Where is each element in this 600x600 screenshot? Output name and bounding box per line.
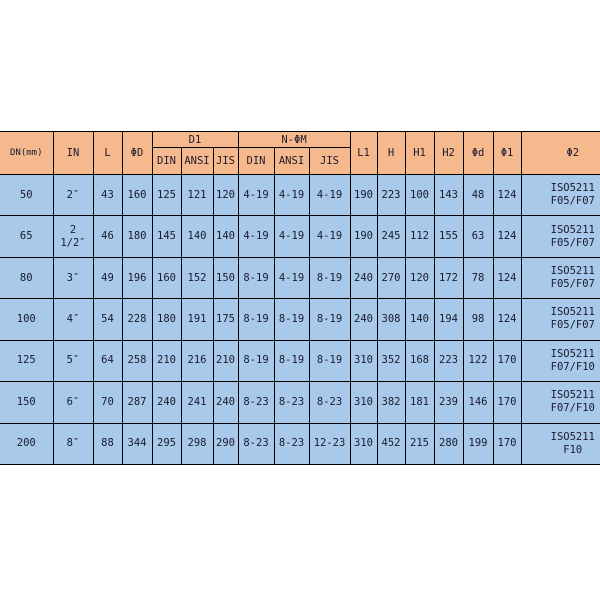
- cell-nm-din: 8-19: [238, 340, 274, 381]
- cell-phi-d: 199: [463, 423, 493, 464]
- cell-h1: 168: [405, 340, 434, 381]
- cell-l1: 310: [350, 382, 377, 423]
- cell-phi-d: 48: [463, 175, 493, 216]
- cell-in-line-1: 8″: [66, 437, 80, 450]
- cell-nm-din: 4-19: [238, 216, 274, 257]
- cell-nm-din: 8-23: [238, 382, 274, 423]
- header-phi-1: Φ1: [493, 132, 521, 175]
- cell-in-line-1: 3″: [66, 271, 80, 284]
- cell-phi-2: [521, 382, 600, 423]
- header-l1: L1: [350, 132, 377, 175]
- cell-h1: 120: [405, 257, 434, 298]
- cell-phi-2-line-1: ISO5211: [550, 182, 595, 195]
- cell-dn: 200: [0, 423, 53, 464]
- cell-l1: 310: [350, 340, 377, 381]
- cell-nm-ansi: 8-19: [274, 340, 309, 381]
- cell-in: [53, 299, 93, 340]
- header-phi-2: Φ2: [521, 132, 600, 175]
- cell-d1-din: 295: [152, 423, 181, 464]
- cell-phi-2: [521, 340, 600, 381]
- dimension-table: [0, 131, 600, 465]
- cell-dn: 50: [0, 175, 53, 216]
- cell-in: [53, 423, 93, 464]
- cell-phi-2-line-1: ISO5211: [550, 430, 595, 443]
- cell-nm-din: 4-19: [238, 175, 274, 216]
- cell-d1-ansi: 298: [181, 423, 213, 464]
- cell-phi-2: [521, 257, 600, 298]
- cell-nm-ansi: 4-19: [274, 216, 309, 257]
- cell-l: 49: [93, 257, 122, 298]
- table-row: [0, 340, 600, 381]
- cell-nm-jis: 4-19: [309, 216, 350, 257]
- cell-d1-jis: 240: [213, 382, 238, 423]
- cell-phi-2-line-1: ISO5211: [550, 265, 595, 278]
- header-l: L: [93, 132, 122, 175]
- cell-phi-2-line-1: ISO5211: [550, 389, 595, 402]
- cell-phi-1: 124: [493, 216, 521, 257]
- cell-d1-din: 210: [152, 340, 181, 381]
- cell-nm-ansi: 4-19: [274, 175, 309, 216]
- cell-dn: 65: [0, 216, 53, 257]
- table-row: [0, 175, 600, 216]
- cell-h: 452: [377, 423, 405, 464]
- table-row: [0, 257, 600, 298]
- cell-in-line-1: 5″: [66, 354, 80, 367]
- table-row: [0, 299, 600, 340]
- cell-phi-D: 287: [122, 382, 152, 423]
- cell-dn: 150: [0, 382, 53, 423]
- cell-l: 64: [93, 340, 122, 381]
- cell-phi-2: [521, 299, 600, 340]
- cell-in-line-1: 2: [69, 223, 77, 236]
- cell-d1-ansi: 152: [181, 257, 213, 298]
- cell-phi-2-line-2: F07/F10: [550, 360, 595, 373]
- cell-h1: 100: [405, 175, 434, 216]
- cell-nm-ansi: 8-23: [274, 423, 309, 464]
- table-row: [0, 216, 600, 257]
- cell-phi-d: 98: [463, 299, 493, 340]
- header-d1-ansi: ANSI: [181, 148, 213, 175]
- header-nm-jis: JIS: [309, 148, 350, 175]
- cell-dn: 125: [0, 340, 53, 381]
- cell-h1: 215: [405, 423, 434, 464]
- cell-h2: 155: [434, 216, 463, 257]
- header-row-top: [0, 132, 600, 148]
- cell-nm-din: 8-23: [238, 423, 274, 464]
- cell-in-line-1: 4″: [66, 312, 80, 325]
- cell-l: 46: [93, 216, 122, 257]
- cell-nm-jis: 8-19: [309, 299, 350, 340]
- table-body: [0, 175, 600, 465]
- header-h1: H1: [405, 132, 434, 175]
- cell-nm-jis: 8-19: [309, 340, 350, 381]
- cell-phi-d: 122: [463, 340, 493, 381]
- cell-d1-din: 160: [152, 257, 181, 298]
- cell-phi-1: 124: [493, 175, 521, 216]
- cell-phi-D: 160: [122, 175, 152, 216]
- cell-h1: 140: [405, 299, 434, 340]
- cell-d1-ansi: 241: [181, 382, 213, 423]
- cell-in-line-1: 6″: [66, 395, 80, 408]
- cell-l: 88: [93, 423, 122, 464]
- header-nm-din: DIN: [238, 148, 274, 175]
- cell-h1: 181: [405, 382, 434, 423]
- cell-h2: 143: [434, 175, 463, 216]
- cell-l: 70: [93, 382, 122, 423]
- header-d1-jis: JIS: [213, 148, 238, 175]
- cell-h: 245: [377, 216, 405, 257]
- cell-h: 308: [377, 299, 405, 340]
- cell-nm-ansi: 8-19: [274, 299, 309, 340]
- cell-nm-jis: 12-23: [309, 423, 350, 464]
- cell-d1-jis: 120: [213, 175, 238, 216]
- header-h2: H2: [434, 132, 463, 175]
- cell-in: [53, 216, 93, 257]
- cell-d1-din: 145: [152, 216, 181, 257]
- cell-phi-2: [521, 175, 600, 216]
- cell-phi-2-line-2: F05/F07: [550, 319, 595, 332]
- cell-d1-jis: 210: [213, 340, 238, 381]
- cell-d1-din: 180: [152, 299, 181, 340]
- cell-phi-1: 170: [493, 382, 521, 423]
- cell-phi-D: 258: [122, 340, 152, 381]
- cell-phi-2: [521, 216, 600, 257]
- cell-d1-ansi: 216: [181, 340, 213, 381]
- cell-l: 43: [93, 175, 122, 216]
- cell-phi-2: [521, 423, 600, 464]
- cell-in: [53, 382, 93, 423]
- cell-phi-1: 124: [493, 257, 521, 298]
- cell-phi-2-line-2: F05/F07: [550, 195, 595, 208]
- cell-d1-ansi: 140: [181, 216, 213, 257]
- cell-dn: 80: [0, 257, 53, 298]
- cell-h2: 239: [434, 382, 463, 423]
- cell-nm-jis: 8-19: [309, 257, 350, 298]
- cell-l: 54: [93, 299, 122, 340]
- cell-phi-1: 170: [493, 340, 521, 381]
- cell-phi-2-line-1: ISO5211: [550, 347, 595, 360]
- cell-dn: 100: [0, 299, 53, 340]
- cell-h: 352: [377, 340, 405, 381]
- cell-d1-jis: 290: [213, 423, 238, 464]
- header-d1-group: D1: [152, 132, 238, 148]
- cell-phi-D: 228: [122, 299, 152, 340]
- cell-in: [53, 340, 93, 381]
- cell-phi-2-line-1: ISO5211: [550, 223, 595, 236]
- table-row: [0, 382, 600, 423]
- cell-in-line-1: 2″: [66, 188, 80, 201]
- cell-nm-din: 8-19: [238, 299, 274, 340]
- cell-phi-d: 146: [463, 382, 493, 423]
- cell-d1-jis: 175: [213, 299, 238, 340]
- cell-h2: 280: [434, 423, 463, 464]
- cell-phi-2-line-1: ISO5211: [550, 306, 595, 319]
- cell-nm-jis: 4-19: [309, 175, 350, 216]
- cell-h: 270: [377, 257, 405, 298]
- header-h: H: [377, 132, 405, 175]
- header-phi-d: Φd: [463, 132, 493, 175]
- cell-h1: 112: [405, 216, 434, 257]
- cell-in: [53, 175, 93, 216]
- cell-phi-1: 124: [493, 299, 521, 340]
- cell-d1-jis: 140: [213, 216, 238, 257]
- cell-l1: 240: [350, 299, 377, 340]
- cell-l1: 240: [350, 257, 377, 298]
- cell-h2: 172: [434, 257, 463, 298]
- cell-d1-ansi: 191: [181, 299, 213, 340]
- cell-h2: 194: [434, 299, 463, 340]
- cell-in-line-2: 1/2″: [60, 236, 86, 249]
- cell-in: [53, 257, 93, 298]
- cell-l1: 190: [350, 216, 377, 257]
- header-nm-ansi: ANSI: [274, 148, 309, 175]
- cell-phi-D: 180: [122, 216, 152, 257]
- cell-l1: 310: [350, 423, 377, 464]
- cell-phi-d: 63: [463, 216, 493, 257]
- header-d1-din: DIN: [152, 148, 181, 175]
- cell-h: 382: [377, 382, 405, 423]
- cell-phi-d: 78: [463, 257, 493, 298]
- cell-phi-2-line-2: F07/F10: [550, 402, 595, 415]
- cell-d1-din: 125: [152, 175, 181, 216]
- cell-phi-2-line-2: F10: [563, 443, 583, 456]
- cell-h: 223: [377, 175, 405, 216]
- header-in: IN: [53, 132, 93, 175]
- cell-phi-D: 344: [122, 423, 152, 464]
- header-phi-D: ΦD: [122, 132, 152, 175]
- cell-phi-2-line-2: F05/F07: [550, 278, 595, 291]
- cell-d1-jis: 150: [213, 257, 238, 298]
- cell-phi-2-line-2: F05/F07: [550, 236, 595, 249]
- cell-nm-jis: 8-23: [309, 382, 350, 423]
- table-row: [0, 423, 600, 464]
- cell-l1: 190: [350, 175, 377, 216]
- cell-phi-1: 170: [493, 423, 521, 464]
- header-dn: DN(mm): [0, 132, 53, 175]
- cell-nm-ansi: 4-19: [274, 257, 309, 298]
- cell-nm-din: 8-19: [238, 257, 274, 298]
- cell-nm-ansi: 8-23: [274, 382, 309, 423]
- cell-d1-ansi: 121: [181, 175, 213, 216]
- cell-d1-din: 240: [152, 382, 181, 423]
- cell-h2: 223: [434, 340, 463, 381]
- header-n-phi-m-group: N-ΦM: [238, 132, 350, 148]
- cell-phi-D: 196: [122, 257, 152, 298]
